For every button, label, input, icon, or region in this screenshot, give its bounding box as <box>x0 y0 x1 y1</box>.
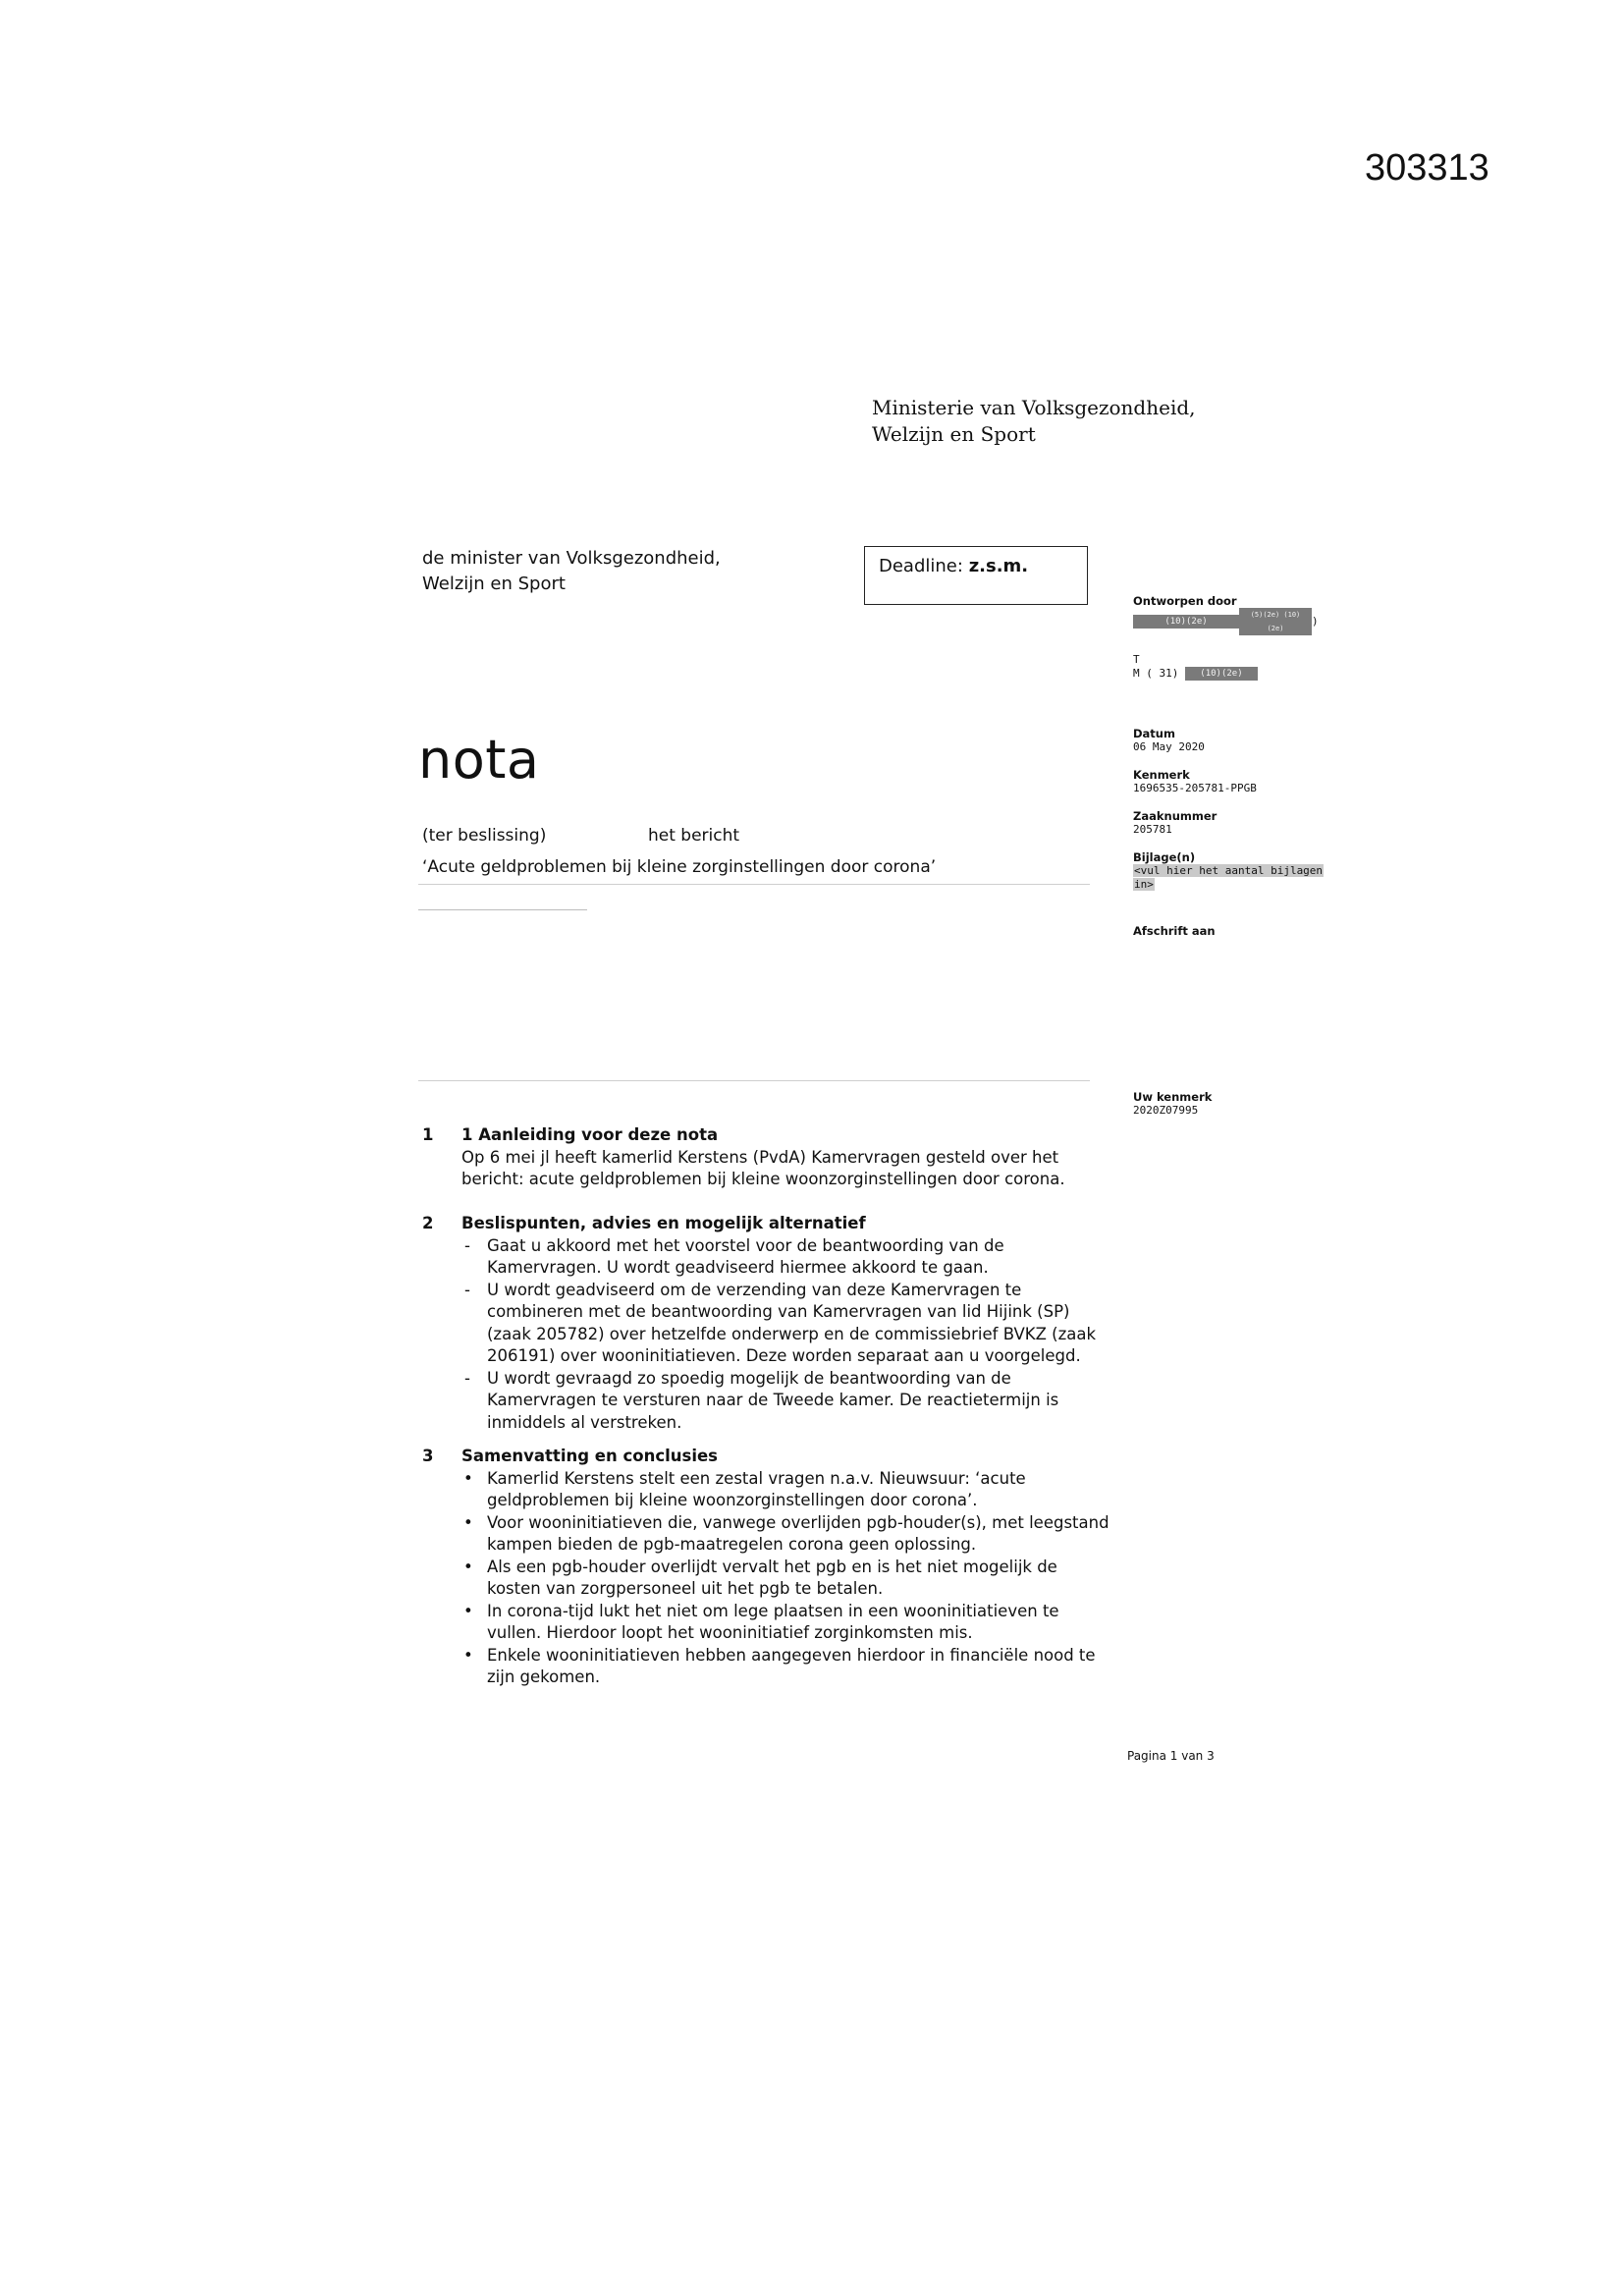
sidebar-afschrift <box>1133 924 1216 938</box>
section-heading: 1 Aanleiding voor deze nota <box>461 1125 719 1144</box>
subject-line: ‘Acute geldproblemen bij kleine zorginstellingen door corona’ <box>422 857 937 877</box>
ministry-header <box>872 395 1196 448</box>
document-number: 303313 <box>1365 147 1489 189</box>
decision-list <box>461 1235 1109 1435</box>
list-item: - U wordt gevraagd zo spoedig mogelijk de beantwoording van de Kamervragen te versturen naar de Tweede kamer. De reactietermijn is inmiddels al verstreken. <box>461 1368 1109 1435</box>
deadline-box <box>864 546 1088 605</box>
bijlage-placeholder: <vul hier het aantal bijlagen <box>1134 864 1324 877</box>
sidebar-bijlage <box>1133 850 1324 892</box>
zaaknummer-label: Zaaknummer <box>1133 809 1217 823</box>
section-1 <box>422 1124 1109 1191</box>
section-number: 1 <box>422 1125 434 1144</box>
sidebar-zaaknummer <box>1133 809 1217 837</box>
divider-top <box>418 884 1090 885</box>
divider-short <box>418 909 587 910</box>
list-item: • Kamerlid Kerstens stelt een zestal vragen n.a.v. Nieuwsuur: ‘acute geldproblemen bij kleine woonzorginstellingen door corona’. <box>461 1468 1109 1512</box>
addressee-line-1: de minister van Volksgezondheid, <box>422 548 721 569</box>
ministry-line-2: Welzijn en Sport <box>872 422 1036 446</box>
kenmerk-label: Kenmerk <box>1133 768 1190 782</box>
deadline-label: Deadline: <box>879 556 963 576</box>
phone-m-prefix: M ( 31) <box>1133 667 1179 680</box>
subject-type: (ter beslissing) <box>422 826 547 846</box>
sidebar-phone <box>1133 653 1258 681</box>
list-item: • Voor wooninitiatieven die, vanwege overlijden pgb-houder(s), met leegstand kampen bieden de pgb-maatregelen corona geen oplossing. <box>461 1512 1109 1557</box>
bijlage-placeholder-end: in> <box>1134 878 1154 891</box>
page-number: Pagina 1 van 3 <box>1127 1749 1215 1763</box>
ontworpen-label: Ontworpen door <box>1133 594 1237 608</box>
section-number: 3 <box>422 1447 434 1465</box>
addressee-line-2: Welzijn en Sport <box>422 574 566 594</box>
zaaknummer-value: 205781 <box>1133 823 1172 836</box>
list-item: • In corona-tijd lukt het niet om lege plaatsen in een wooninitiatieven te vullen. Hierdoor loopt het wooninitiatief zorginkomsten mis. <box>461 1601 1109 1645</box>
section-heading: Samenvatting en conclusies <box>461 1447 718 1465</box>
sidebar-ontworpen: Ontworpen door (10)(2e)(5)(2e) (10)(2e)) <box>1133 594 1319 635</box>
sidebar-kenmerk <box>1133 768 1257 795</box>
redaction-block: (10)(2e) <box>1133 615 1239 629</box>
sidebar-datum <box>1133 727 1205 754</box>
list-item: - Gaat u akkoord met het voorstel voor de beantwoording van de Kamervragen. U wordt geadviseerd hiermee akkoord te gaan. <box>461 1235 1109 1280</box>
section-paragraph: Op 6 mei jl heeft kamerlid Kerstens (PvdA) Kamervragen gesteld over het bericht: acute geldproblemen bij kleine woonzorginstellingen door corona. <box>461 1147 1065 1188</box>
deadline-value: z.s.m. <box>968 556 1029 576</box>
section-3 <box>422 1446 1109 1689</box>
section-heading: Beslispunten, advies en mogelijk alternatief <box>461 1214 866 1232</box>
summary-list <box>461 1468 1109 1689</box>
sidebar-uw-kenmerk <box>1133 1090 1212 1118</box>
redaction-block: (10)(2e) <box>1185 667 1258 681</box>
addressee <box>422 546 721 597</box>
datum-value: 06 May 2020 <box>1133 740 1205 753</box>
ministry-line-1: Ministerie van Volksgezondheid, <box>872 396 1196 419</box>
kenmerk-value: 1696535-205781-PPGB <box>1133 782 1257 794</box>
redaction-block: (5)(2e) (10)(2e) <box>1239 608 1312 635</box>
section-2 <box>422 1213 1109 1434</box>
subject-ref: het bericht <box>648 826 740 846</box>
uw-kenmerk-value: 2020Z07995 <box>1133 1104 1199 1117</box>
afschrift-label: Afschrift aan <box>1133 924 1216 938</box>
divider-bottom <box>418 1080 1090 1081</box>
list-item: • Als een pgb-houder overlijdt vervalt het pgb en is het niet mogelijk de kosten van zorgpersoneel uit het pgb te betalen. <box>461 1557 1109 1601</box>
datum-label: Datum <box>1133 727 1175 740</box>
section-number: 2 <box>422 1214 434 1232</box>
list-item: - U wordt geadviseerd om de verzending van deze Kamervragen te combineren met de beantwoording van Kamervragen van lid Hijink (SP) (zaak 205782) over hetzelfde onderwerp en de commissiebrief BVKZ (zaak 206191) over wooninitiatieven. Deze worden separaat aan u voorgelegd. <box>461 1280 1109 1368</box>
document-title: nota <box>418 729 540 791</box>
phone-t-label: T <box>1133 653 1140 666</box>
bijlage-label: Bijlage(n) <box>1133 850 1196 864</box>
list-item: • Enkele wooninitiatieven hebben aangegeven hierdoor in financiële nood te zijn gekomen. <box>461 1645 1109 1689</box>
uw-kenmerk-label: Uw kenmerk <box>1133 1090 1213 1104</box>
